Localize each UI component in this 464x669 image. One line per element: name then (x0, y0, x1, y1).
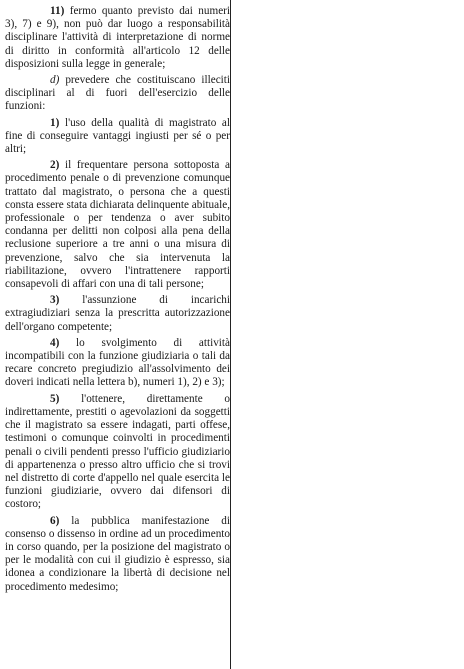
item-text: l'uso della qualità di magistrato al fine di conseguire vantaggi ingiusti per sé o per altri; (5, 116, 230, 156)
item-number: 1) (50, 116, 60, 129)
paragraph-item-3 (5, 294, 230, 334)
item-number: 5) (50, 392, 60, 405)
paragraph-letter-d (5, 74, 230, 114)
item-number: 4) (50, 336, 60, 349)
item-number: 3) (50, 294, 60, 307)
column-divider (230, 0, 231, 669)
paragraph-item-6 (5, 515, 230, 594)
item-text: il frequentare persona sottoposta a procedimento penale o di prevenzione comunque trattato dal magistrato, o persona che a questi consta essere stata dichiarata delinquente abituale, professionale o per tendenza o aver subito condanna per delitti non colposi alla pena della reclusione superiore a tre anni o una misura di prevenzione, salvo che sia intervenuta la riabilitazione, ovvero l'intrattenere rapporti consapevoli di affari con una di tali persone; (5, 159, 230, 291)
item-text: lo svolgimento di attività incompatibili con la funzione giudiziaria o tali da recare concreto pregiudizio all'assolvimento dei doveri indicati nella lettera b), numeri 1), 2) e 3); (5, 336, 230, 389)
item-number: 2) (50, 159, 60, 172)
item-text: la pubblica manifestazione di consenso o dissenso in ordine ad un procedimento in corso quando, per la posizione del magistrato o per le modalità con cui il giudizio è espresso, sia idonea a condizionare la libertà di decisione nel procedimento medesimo; (5, 514, 230, 593)
paragraph-item-1 (5, 117, 230, 157)
paragraph-item-4 (5, 337, 230, 390)
text-column (5, 5, 230, 597)
item-letter: d) (50, 74, 60, 87)
item-text: fermo quanto previsto dai numeri 3), 7) e 9), non può dar luogo a responsabilità disciplinare l'attività di interpretazione di norme di diritto in conformità all'articolo 12 delle disposizioni sulla legge in generale; (5, 5, 230, 70)
item-text: prevedere che costituiscano illeciti disciplinari al di fuori dell'esercizio delle funzioni: (5, 74, 230, 113)
item-number: 11) (50, 5, 65, 17)
item-text: l'ottenere, direttamente o indirettamente, prestiti o agevolazioni da soggetti che il magistrato sa essere indagati, parti offese, testimoni o comunque coinvolti in procedimenti penali o civili pendenti presso l'ufficio giudiziario di appartenenza o presso altro ufficio che si trovi nel distretto di corte d'appello nel quale esercita le funzioni giudiziarie, ovvero dai difensori di costoro; (5, 392, 230, 511)
item-text: l'assunzione di incarichi extragiudiziari senza la prescritta autorizzazione dell'organo competente; (5, 294, 230, 333)
item-number: 6) (50, 514, 60, 527)
paragraph-item-5 (5, 393, 230, 512)
paragraph-item-11 (5, 5, 230, 71)
paragraph-item-2 (5, 159, 230, 291)
